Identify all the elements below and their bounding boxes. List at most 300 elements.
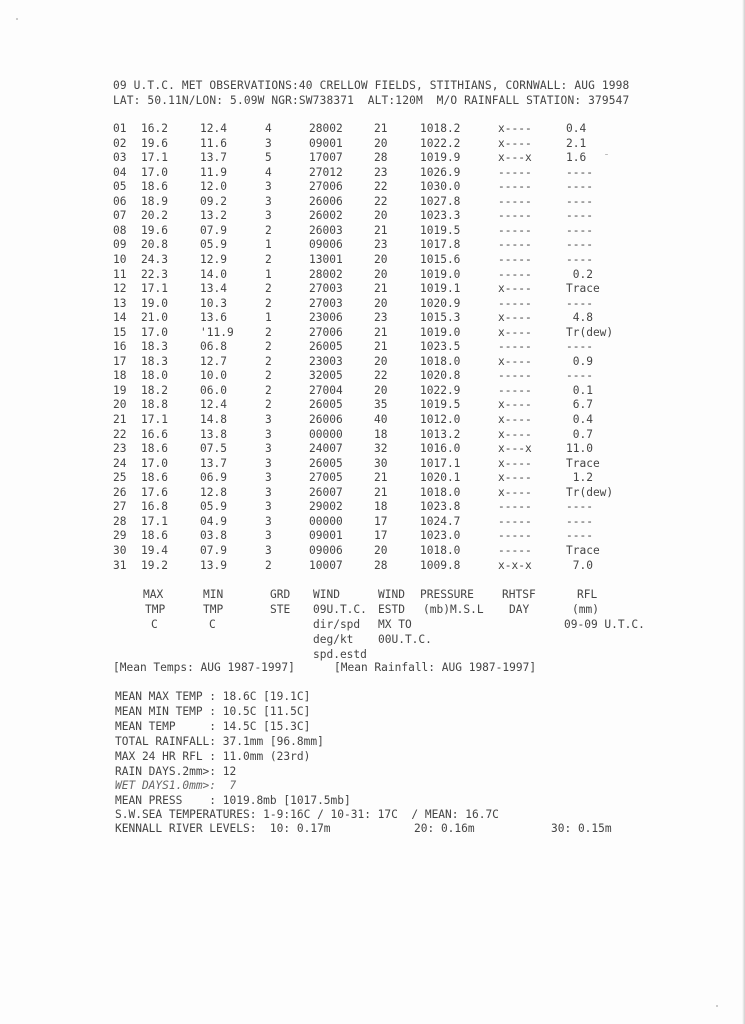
cell-rainfall: Trace bbox=[566, 543, 600, 557]
cell-ground-state: 3 bbox=[265, 543, 272, 557]
cell-pressure: 1015.6 bbox=[420, 252, 461, 266]
cell-min-temp: 12.0 bbox=[200, 180, 227, 194]
table-row bbox=[0, 384, 745, 398]
summary-rain-days: RAIN DAYS.2mm>: 12 bbox=[115, 765, 237, 778]
cell-rhtsf: x---- bbox=[498, 427, 532, 441]
table-row bbox=[0, 297, 745, 311]
cell-pressure: 1017.8 bbox=[420, 238, 461, 252]
cell-wind-dir-spd: 09006 bbox=[309, 543, 343, 557]
legend-rfl-2: (mm) bbox=[572, 603, 599, 616]
cell-wind-estd-max: 21 bbox=[374, 471, 388, 485]
cell-min-temp: 12.9 bbox=[200, 252, 227, 266]
cell-min-temp: 06.8 bbox=[200, 340, 227, 354]
cell-wind-estd-max: 20 bbox=[374, 543, 388, 557]
cell-max-temp: 18.8 bbox=[141, 398, 168, 412]
legend-estd-3: MX TO bbox=[378, 618, 412, 631]
cell-wind-dir-spd: 27006 bbox=[309, 180, 343, 194]
cell-rainfall: 0.2 bbox=[566, 267, 593, 281]
cell-day: 12 bbox=[113, 282, 127, 296]
cell-day: 18 bbox=[113, 369, 127, 383]
cell-rainfall: 6.7 bbox=[566, 398, 593, 412]
cell-rhtsf: ----- bbox=[498, 180, 532, 194]
cell-rainfall: ---- bbox=[566, 165, 593, 179]
cell-wind-dir-spd: 27003 bbox=[309, 282, 343, 296]
cell-ground-state: 1 bbox=[265, 267, 272, 281]
cell-max-temp: 21.0 bbox=[141, 311, 168, 325]
cell-wind-dir-spd: 23003 bbox=[309, 354, 343, 368]
summary-mean-temp: MEAN TEMP : 14.5C [15.3C] bbox=[115, 720, 311, 733]
cell-rainfall: 11.0 bbox=[566, 442, 593, 456]
cell-rhtsf: x---- bbox=[498, 136, 532, 150]
cell-rhtsf: ----- bbox=[498, 529, 532, 543]
cell-pressure: 1023.0 bbox=[420, 529, 461, 543]
table-row bbox=[0, 253, 745, 267]
summary-mean-min: MEAN MIN TEMP : 10.5C [11.5C] bbox=[115, 705, 311, 718]
cell-pressure: 1020.9 bbox=[420, 296, 461, 310]
cell-pressure: 1019.5 bbox=[420, 398, 461, 412]
cell-rainfall: 0.9 bbox=[566, 354, 593, 368]
cell-max-temp: 18.3 bbox=[141, 340, 168, 354]
summary-river-20: 20: 0.16m bbox=[414, 822, 475, 835]
cell-pressure: 1023.5 bbox=[420, 340, 461, 354]
cell-max-temp: 17.1 bbox=[141, 282, 168, 296]
cell-min-temp: 12.7 bbox=[200, 354, 227, 368]
cell-pressure: 1019.0 bbox=[420, 267, 461, 281]
cell-rainfall: ---- bbox=[566, 180, 593, 194]
cell-rhtsf: ----- bbox=[498, 223, 532, 237]
cell-day: 19 bbox=[113, 383, 127, 397]
cell-ground-state: 2 bbox=[265, 296, 272, 310]
cell-wind-estd-max: 23 bbox=[374, 165, 388, 179]
cell-rhtsf: ----- bbox=[498, 383, 532, 397]
cell-max-temp: 18.6 bbox=[141, 529, 168, 543]
cell-rainfall: 4.8 bbox=[566, 311, 593, 325]
summary-mean-press: MEAN PRESS : 1019.8mb [1017.5mb] bbox=[115, 794, 351, 807]
cell-max-temp: 19.4 bbox=[141, 543, 168, 557]
cell-pressure: 1030.0 bbox=[420, 180, 461, 194]
cell-ground-state: 3 bbox=[265, 136, 272, 150]
cell-max-temp: 17.0 bbox=[141, 325, 168, 339]
cell-ground-state: 3 bbox=[265, 529, 272, 543]
summary-sea-temps: S.W.SEA TEMPERATURES: 1-9:16C / 10-31: 17C / MEAN: 16.7C bbox=[115, 808, 499, 821]
legend-press-2: (mb)M.S.L bbox=[423, 603, 484, 616]
cell-ground-state: 1 bbox=[265, 311, 272, 325]
cell-rainfall: ---- bbox=[566, 340, 593, 354]
cell-pressure: 1022.9 bbox=[420, 383, 461, 397]
cell-rainfall: 0.4 bbox=[566, 122, 587, 135]
cell-max-temp: 19.6 bbox=[141, 136, 168, 150]
cell-min-temp: 13.8 bbox=[200, 427, 227, 441]
table-row bbox=[0, 369, 745, 383]
cell-wind-estd-max: 21 bbox=[374, 485, 388, 499]
cell-rhtsf: ----- bbox=[498, 252, 532, 266]
table-row bbox=[0, 180, 745, 194]
cell-min-temp: 07.9 bbox=[200, 223, 227, 237]
cell-rhtsf: ----- bbox=[498, 165, 532, 179]
cell-ground-state: 2 bbox=[265, 282, 272, 296]
cell-day: 28 bbox=[113, 514, 127, 528]
cell-ground-state: 2 bbox=[265, 558, 272, 572]
cell-wind-estd-max: 28 bbox=[374, 558, 388, 572]
cell-wind-dir-spd: 26006 bbox=[309, 194, 343, 208]
cell-pressure: 1018.0 bbox=[420, 354, 461, 368]
cell-max-temp: 24.3 bbox=[141, 252, 168, 266]
cell-min-temp: 14.0 bbox=[200, 267, 227, 281]
summary-mean-max: MEAN MAX TEMP : 18.6C [19.1C] bbox=[115, 690, 311, 703]
cell-rhtsf: x---- bbox=[498, 456, 532, 470]
cell-wind-estd-max: 20 bbox=[374, 354, 388, 368]
cell-day: 05 bbox=[113, 180, 127, 194]
cell-min-temp: 05.9 bbox=[200, 500, 227, 514]
cell-wind-dir-spd: 23006 bbox=[309, 311, 343, 325]
legend-min-2: TMP bbox=[203, 603, 224, 616]
cell-ground-state: 2 bbox=[265, 354, 272, 368]
cell-pressure: 1023.8 bbox=[420, 500, 461, 514]
mean-rainfall-note: [Mean Rainfall: AUG 1987-1997] bbox=[334, 661, 537, 674]
cell-rhtsf: x---- bbox=[498, 485, 532, 499]
cell-ground-state: 3 bbox=[265, 456, 272, 470]
cell-pressure: 1009.8 bbox=[420, 558, 461, 572]
table-row bbox=[0, 515, 745, 529]
cell-min-temp: 13.9 bbox=[200, 558, 227, 572]
legend-rhtsf-1: RHTSF bbox=[502, 588, 536, 601]
cell-wind-estd-max: 23 bbox=[374, 311, 388, 325]
cell-rhtsf: ----- bbox=[498, 340, 532, 354]
cell-ground-state: 2 bbox=[265, 223, 272, 237]
cell-day: 01 bbox=[113, 122, 127, 135]
table-row bbox=[0, 340, 745, 354]
cell-rhtsf: x---- bbox=[498, 354, 532, 368]
cell-wind-dir-spd: 17007 bbox=[309, 151, 343, 165]
cell-wind-dir-spd: 26006 bbox=[309, 413, 343, 426]
cell-min-temp: 03.8 bbox=[200, 529, 227, 543]
cell-day: 03 bbox=[113, 151, 127, 165]
cell-day: 27 bbox=[113, 500, 127, 514]
cell-wind-estd-max: 17 bbox=[374, 529, 388, 543]
cell-min-temp: 06.9 bbox=[200, 471, 227, 485]
cell-wind-estd-max: 22 bbox=[374, 369, 388, 383]
table-row bbox=[0, 486, 745, 500]
cell-pressure: 1026.9 bbox=[420, 165, 461, 179]
cell-day: 20 bbox=[113, 398, 127, 412]
cell-ground-state: 3 bbox=[265, 194, 272, 208]
legend-press-1: PRESSURE bbox=[420, 588, 474, 601]
cell-rhtsf: ----- bbox=[498, 369, 532, 383]
cell-rainfall: Tr(dew) bbox=[566, 485, 614, 499]
cell-rhtsf: ----- bbox=[498, 543, 532, 557]
cell-min-temp: 12.8 bbox=[200, 485, 227, 499]
cell-max-temp: 22.3 bbox=[141, 267, 168, 281]
cell-wind-estd-max: 23 bbox=[374, 238, 388, 252]
cell-max-temp: 17.1 bbox=[141, 151, 168, 165]
cell-min-temp: 06.0 bbox=[200, 383, 227, 397]
legend-wind-3: dir/spd bbox=[313, 618, 361, 631]
legend-rhtsf-2: DAY bbox=[509, 603, 530, 616]
legend-rfl-3: 09-09 U.T.C. bbox=[564, 618, 645, 631]
table-row bbox=[0, 471, 745, 485]
cell-wind-estd-max: 28 bbox=[374, 151, 388, 165]
mean-temps-note: [Mean Temps: AUG 1987-1997] bbox=[113, 661, 295, 674]
cell-ground-state: 4 bbox=[265, 165, 272, 179]
cell-wind-dir-spd: 13001 bbox=[309, 252, 343, 266]
cell-rainfall: ---- bbox=[566, 209, 593, 223]
table-row bbox=[0, 559, 745, 573]
cell-wind-estd-max: 32 bbox=[374, 442, 388, 456]
cell-wind-dir-spd: 09001 bbox=[309, 529, 343, 543]
scan-speck bbox=[716, 1005, 718, 1007]
summary-max-24hr: MAX 24 HR RFL : 11.0mm (23rd) bbox=[115, 750, 311, 763]
cell-wind-estd-max: 22 bbox=[374, 180, 388, 194]
table-row bbox=[0, 544, 745, 558]
cell-wind-estd-max: 20 bbox=[374, 267, 388, 281]
cell-rhtsf: x---x bbox=[498, 442, 532, 456]
cell-min-temp: 11.9 bbox=[200, 165, 227, 179]
cell-wind-dir-spd: 27003 bbox=[309, 296, 343, 310]
cell-min-temp: 13.7 bbox=[200, 151, 227, 165]
cell-wind-dir-spd: 32005 bbox=[309, 369, 343, 383]
cell-wind-dir-spd: 28002 bbox=[309, 122, 343, 135]
cell-wind-dir-spd: 10007 bbox=[309, 558, 343, 572]
table-row bbox=[0, 398, 745, 412]
cell-wind-estd-max: 18 bbox=[374, 500, 388, 514]
legend-max-1: MAX bbox=[143, 588, 164, 601]
summary-total-rainfall: TOTAL RAINFALL: 37.1mm [96.8mm] bbox=[115, 735, 324, 748]
cell-max-temp: 18.9 bbox=[141, 194, 168, 208]
cell-min-temp: 04.9 bbox=[200, 514, 227, 528]
table-row bbox=[0, 268, 745, 282]
cell-pressure: 1019.1 bbox=[420, 282, 461, 296]
cell-rainfall: 0.4 bbox=[566, 413, 593, 426]
cell-pressure: 1020.1 bbox=[420, 471, 461, 485]
cell-pressure: 1019.5 bbox=[420, 223, 461, 237]
cell-day: 31 bbox=[113, 558, 127, 572]
cell-max-temp: 16.2 bbox=[141, 122, 168, 135]
cell-max-temp: 16.6 bbox=[141, 427, 168, 441]
cell-rainfall: ---- bbox=[566, 223, 593, 237]
cell-wind-estd-max: 21 bbox=[374, 223, 388, 237]
cell-pressure: 1016.0 bbox=[420, 442, 461, 456]
cell-ground-state: 3 bbox=[265, 471, 272, 485]
cell-pressure: 1022.2 bbox=[420, 136, 461, 150]
legend-wind-1: WIND bbox=[313, 588, 340, 601]
cell-wind-estd-max: 40 bbox=[374, 413, 388, 426]
cell-wind-dir-spd: 00000 bbox=[309, 514, 343, 528]
cell-ground-state: 4 bbox=[265, 122, 272, 135]
cell-pressure: 1023.3 bbox=[420, 209, 461, 223]
cell-day: 02 bbox=[113, 136, 127, 150]
cell-max-temp: 19.2 bbox=[141, 558, 168, 572]
cell-wind-estd-max: 20 bbox=[374, 296, 388, 310]
cell-pressure: 1012.0 bbox=[420, 413, 461, 426]
header-location: LAT: 50.11N/LON: 5.09W NGR:SW738371 ALT:120M M/O RAINFALL STATION: 379547 bbox=[113, 94, 630, 107]
cell-rainfall: Trace bbox=[566, 456, 600, 470]
cell-rhtsf: x---x bbox=[498, 151, 532, 165]
cell-ground-state: 2 bbox=[265, 340, 272, 354]
cell-ground-state: 3 bbox=[265, 413, 272, 426]
cell-pressure: 1013.2 bbox=[420, 427, 461, 441]
cell-wind-dir-spd: 27006 bbox=[309, 325, 343, 339]
cell-wind-estd-max: 22 bbox=[374, 194, 388, 208]
cell-max-temp: 16.8 bbox=[141, 500, 168, 514]
cell-day: 10 bbox=[113, 252, 127, 266]
cell-wind-dir-spd: 26002 bbox=[309, 209, 343, 223]
cell-rainfall: 2.1 bbox=[566, 136, 587, 150]
table-row bbox=[0, 529, 745, 543]
cell-day: 21 bbox=[113, 413, 127, 426]
cell-day: 09 bbox=[113, 238, 127, 252]
cell-rhtsf: ----- bbox=[498, 500, 532, 514]
cell-rhtsf: x---- bbox=[498, 282, 532, 296]
cell-ground-state: 3 bbox=[265, 514, 272, 528]
cell-wind-estd-max: 30 bbox=[374, 456, 388, 470]
cell-rainfall: ---- bbox=[566, 529, 593, 543]
table-row bbox=[0, 282, 745, 296]
cell-rainfall: 0.1 bbox=[566, 383, 593, 397]
legend-max-2: TMP bbox=[145, 603, 166, 616]
legend-grd-2: STE bbox=[270, 603, 291, 616]
table-row bbox=[0, 209, 745, 223]
cell-min-temp: 13.6 bbox=[200, 311, 227, 325]
legend-min-1: MIN bbox=[203, 588, 224, 601]
table-row bbox=[0, 151, 745, 165]
summary-river-30: 30: 0.15m bbox=[551, 822, 612, 835]
table-row bbox=[0, 500, 745, 514]
cell-rainfall: 7.0 bbox=[566, 558, 593, 572]
table-row bbox=[0, 442, 745, 456]
cell-min-temp: 13.2 bbox=[200, 209, 227, 223]
cell-day: 24 bbox=[113, 456, 127, 470]
cell-day: 13 bbox=[113, 296, 127, 310]
cell-rhtsf: ----- bbox=[498, 238, 532, 252]
cell-ground-state: 2 bbox=[265, 252, 272, 266]
cell-wind-dir-spd: 27012 bbox=[309, 165, 343, 179]
cell-day: 07 bbox=[113, 209, 127, 223]
table-row bbox=[0, 166, 745, 180]
cell-wind-estd-max: 20 bbox=[374, 136, 388, 150]
cell-day: 29 bbox=[113, 529, 127, 543]
cell-wind-estd-max: 18 bbox=[374, 427, 388, 441]
cell-max-temp: 18.6 bbox=[141, 471, 168, 485]
cell-day: 08 bbox=[113, 223, 127, 237]
cell-max-temp: 18.6 bbox=[141, 442, 168, 456]
cell-min-temp: 10.3 bbox=[200, 296, 227, 310]
cell-min-temp: 14.8 bbox=[200, 413, 227, 426]
table-row bbox=[0, 355, 745, 369]
scan-speck bbox=[16, 18, 18, 20]
table-row bbox=[0, 238, 745, 252]
cell-max-temp: 17.6 bbox=[141, 485, 168, 499]
cell-wind-dir-spd: 27004 bbox=[309, 383, 343, 397]
cell-min-temp: 07.5 bbox=[200, 442, 227, 456]
legend-min-3: C bbox=[209, 618, 216, 631]
table-row bbox=[0, 326, 745, 340]
cell-ground-state: 2 bbox=[265, 398, 272, 412]
cell-wind-dir-spd: 26007 bbox=[309, 485, 343, 499]
header-title: 09 U.T.C. MET OBSERVATIONS:40 CRELLOW FIELDS, STITHIANS, CORNWALL: AUG 1998 bbox=[113, 79, 630, 92]
table-row bbox=[0, 195, 745, 209]
cell-rhtsf: ----- bbox=[498, 194, 532, 208]
cell-wind-dir-spd: 26005 bbox=[309, 456, 343, 470]
legend-wind-4: deg/kt bbox=[313, 633, 354, 646]
legend-wind-2: 09U.T.C. bbox=[313, 603, 367, 616]
cell-pressure: 1019.9 bbox=[420, 151, 461, 165]
cell-ground-state: 3 bbox=[265, 442, 272, 456]
summary-river-levels: KENNALL RIVER LEVELS: 10: 0.17m bbox=[115, 822, 331, 835]
cell-ground-state: 3 bbox=[265, 485, 272, 499]
cell-min-temp: 07.9 bbox=[200, 543, 227, 557]
cell-rainfall: ---- bbox=[566, 252, 593, 266]
cell-ground-state: 3 bbox=[265, 180, 272, 194]
cell-rhtsf: x---- bbox=[498, 325, 532, 339]
cell-ground-state: 3 bbox=[265, 500, 272, 514]
cell-wind-estd-max: 21 bbox=[374, 122, 388, 135]
cell-max-temp: 18.3 bbox=[141, 354, 168, 368]
cell-wind-estd-max: 21 bbox=[374, 340, 388, 354]
cell-rainfall: ---- bbox=[566, 238, 593, 252]
cell-day: 15 bbox=[113, 325, 127, 339]
cell-ground-state: 3 bbox=[265, 209, 272, 223]
table-row bbox=[0, 413, 745, 427]
legend-max-3: C bbox=[151, 618, 158, 631]
cell-day: 16 bbox=[113, 340, 127, 354]
cell-max-temp: 19.6 bbox=[141, 223, 168, 237]
cell-min-temp: 10.0 bbox=[200, 369, 227, 383]
cell-pressure: 1019.0 bbox=[420, 325, 461, 339]
summary-wet-days: WET DAYS1.0mm>: 7 bbox=[115, 779, 237, 792]
cell-ground-state: 2 bbox=[265, 325, 272, 339]
cell-day: 22 bbox=[113, 427, 127, 441]
cell-min-temp: 12.4 bbox=[200, 122, 227, 135]
cell-rainfall: ---- bbox=[566, 369, 593, 383]
cell-max-temp: 18.2 bbox=[141, 383, 168, 397]
cell-pressure: 1018.0 bbox=[420, 485, 461, 499]
cell-wind-estd-max: 35 bbox=[374, 398, 388, 412]
scan-speck bbox=[605, 154, 608, 155]
cell-wind-estd-max: 20 bbox=[374, 252, 388, 266]
cell-min-temp: 09.2 bbox=[200, 194, 227, 208]
cell-day: 04 bbox=[113, 165, 127, 179]
cell-wind-estd-max: 21 bbox=[374, 325, 388, 339]
cell-rhtsf: x---- bbox=[498, 398, 532, 412]
cell-wind-dir-spd: 26005 bbox=[309, 398, 343, 412]
cell-max-temp: 18.0 bbox=[141, 369, 168, 383]
cell-rhtsf: x---- bbox=[498, 471, 532, 485]
cell-rainfall: ---- bbox=[566, 500, 593, 514]
cell-day: 26 bbox=[113, 485, 127, 499]
cell-wind-dir-spd: 28002 bbox=[309, 267, 343, 281]
cell-pressure: 1027.8 bbox=[420, 194, 461, 208]
cell-ground-state: 2 bbox=[265, 369, 272, 383]
cell-wind-dir-spd: 26005 bbox=[309, 340, 343, 354]
cell-min-temp: 05.9 bbox=[200, 238, 227, 252]
legend-estd-2: ESTD bbox=[378, 603, 405, 616]
cell-ground-state: 1 bbox=[265, 238, 272, 252]
cell-pressure: 1018.2 bbox=[420, 122, 461, 135]
cell-ground-state: 5 bbox=[265, 151, 272, 165]
cell-wind-dir-spd: 09001 bbox=[309, 136, 343, 150]
cell-wind-dir-spd: 27005 bbox=[309, 471, 343, 485]
cell-max-temp: 17.0 bbox=[141, 456, 168, 470]
cell-wind-estd-max: 17 bbox=[374, 514, 388, 528]
cell-rainfall: Trace bbox=[566, 282, 600, 296]
cell-pressure: 1018.0 bbox=[420, 543, 461, 557]
cell-wind-dir-spd: 29002 bbox=[309, 500, 343, 514]
cell-wind-estd-max: 20 bbox=[374, 209, 388, 223]
legend-estd-4: 00U.T.C. bbox=[378, 633, 432, 646]
cell-max-temp: 17.0 bbox=[141, 165, 168, 179]
cell-min-temp: '11.9 bbox=[200, 325, 234, 339]
cell-max-temp: 20.2 bbox=[141, 209, 168, 223]
